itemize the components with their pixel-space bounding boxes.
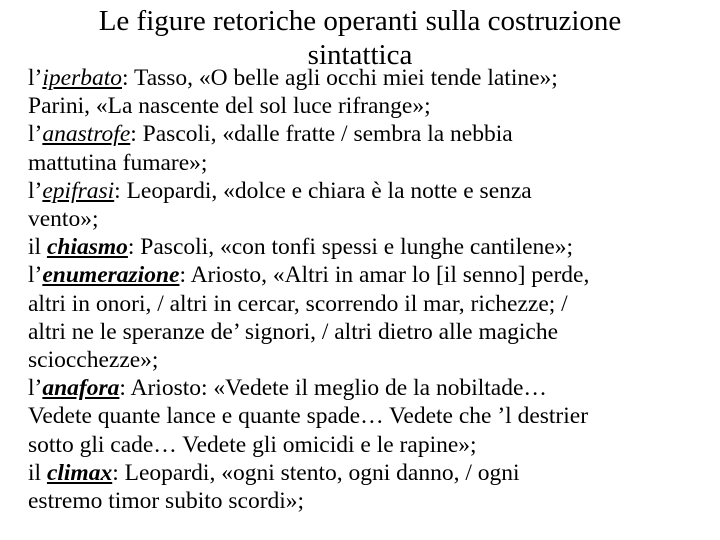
entry-prefix: l’ [28,262,43,289]
slide-title-line-2: sintattica [307,39,413,71]
slide-title [0,4,720,72]
entry-line [28,233,708,261]
entry-epifrasi [28,177,708,233]
entry-line: estremo timor subito scordi»; [28,488,305,515]
entry-line: Parini, «La nascente del sol luce rifrange»; [28,93,431,120]
entry-line: sotto gli cade… Vedete gli omicidi e le rapine»; [28,431,477,458]
entry-text: : Ariosto, «Altri in amar lo [il senno] perde, [179,262,590,289]
term-anastrofe: anastrofe [42,121,131,148]
entry-prefix: il [28,234,47,261]
entry-text: : Tasso, «O belle agli occhi miei tende latine»; [122,65,558,91]
term-iperbato: iperbato [42,65,122,91]
entry-chiasmo [28,233,708,261]
entry-prefix: l’ [28,177,43,204]
entry-enumerazione [28,261,708,374]
entry-line [28,459,708,487]
entry-iperbato [28,64,708,120]
slide-title-line-1: Le figure retoriche operanti sulla costruzione [98,5,622,37]
entry-text: : Pascoli, «dalle fratte / sembra la nebbia [130,121,513,148]
entry-anastrofe [28,120,708,176]
term-climax: climax [46,459,113,486]
entry-line [28,64,708,92]
entry-prefix: il [28,459,47,486]
entry-line [28,261,708,289]
entry-prefix: l’ [28,65,43,91]
entry-line: Vedete quante lance e quante spade… Vedete che ’l destrier [28,403,589,430]
term-anafora: anafora [42,375,120,402]
entry-line [28,120,708,148]
entry-line: mattutina fumare»; [28,149,208,176]
entry-climax [28,459,708,515]
entry-line: altri in onori, / altri in cercar, scorrendo il mar, richezze; / [28,290,568,317]
entry-prefix: l’ [28,121,43,148]
entry-text: : Ariosto: «Vedete il meglio de la nobiltade… [119,375,547,402]
entry-text: : Leopardi, «ogni stento, ogni danno, / ogni [112,459,520,486]
entry-prefix: l’ [28,375,43,402]
entry-line: sciocchezze»; [28,347,159,374]
entry-line: altri ne le speranze de’ signori, / altri dietro alle magiche [28,318,559,345]
entry-line [28,374,708,402]
entry-line [28,177,708,205]
entry-line: vento»; [28,206,99,233]
term-chiasmo: chiasmo [46,234,128,261]
entry-text: : Pascoli, «con tonfi spessi e lunghe cantilene»; [127,234,574,261]
entry-text: : Leopardi, «dolce e chiara è la notte e senza [114,177,532,204]
term-enumerazione: enumerazione [42,262,180,289]
term-epifrasi: epifrasi [42,177,115,204]
slide-body [28,64,708,515]
entry-anafora [28,374,708,459]
